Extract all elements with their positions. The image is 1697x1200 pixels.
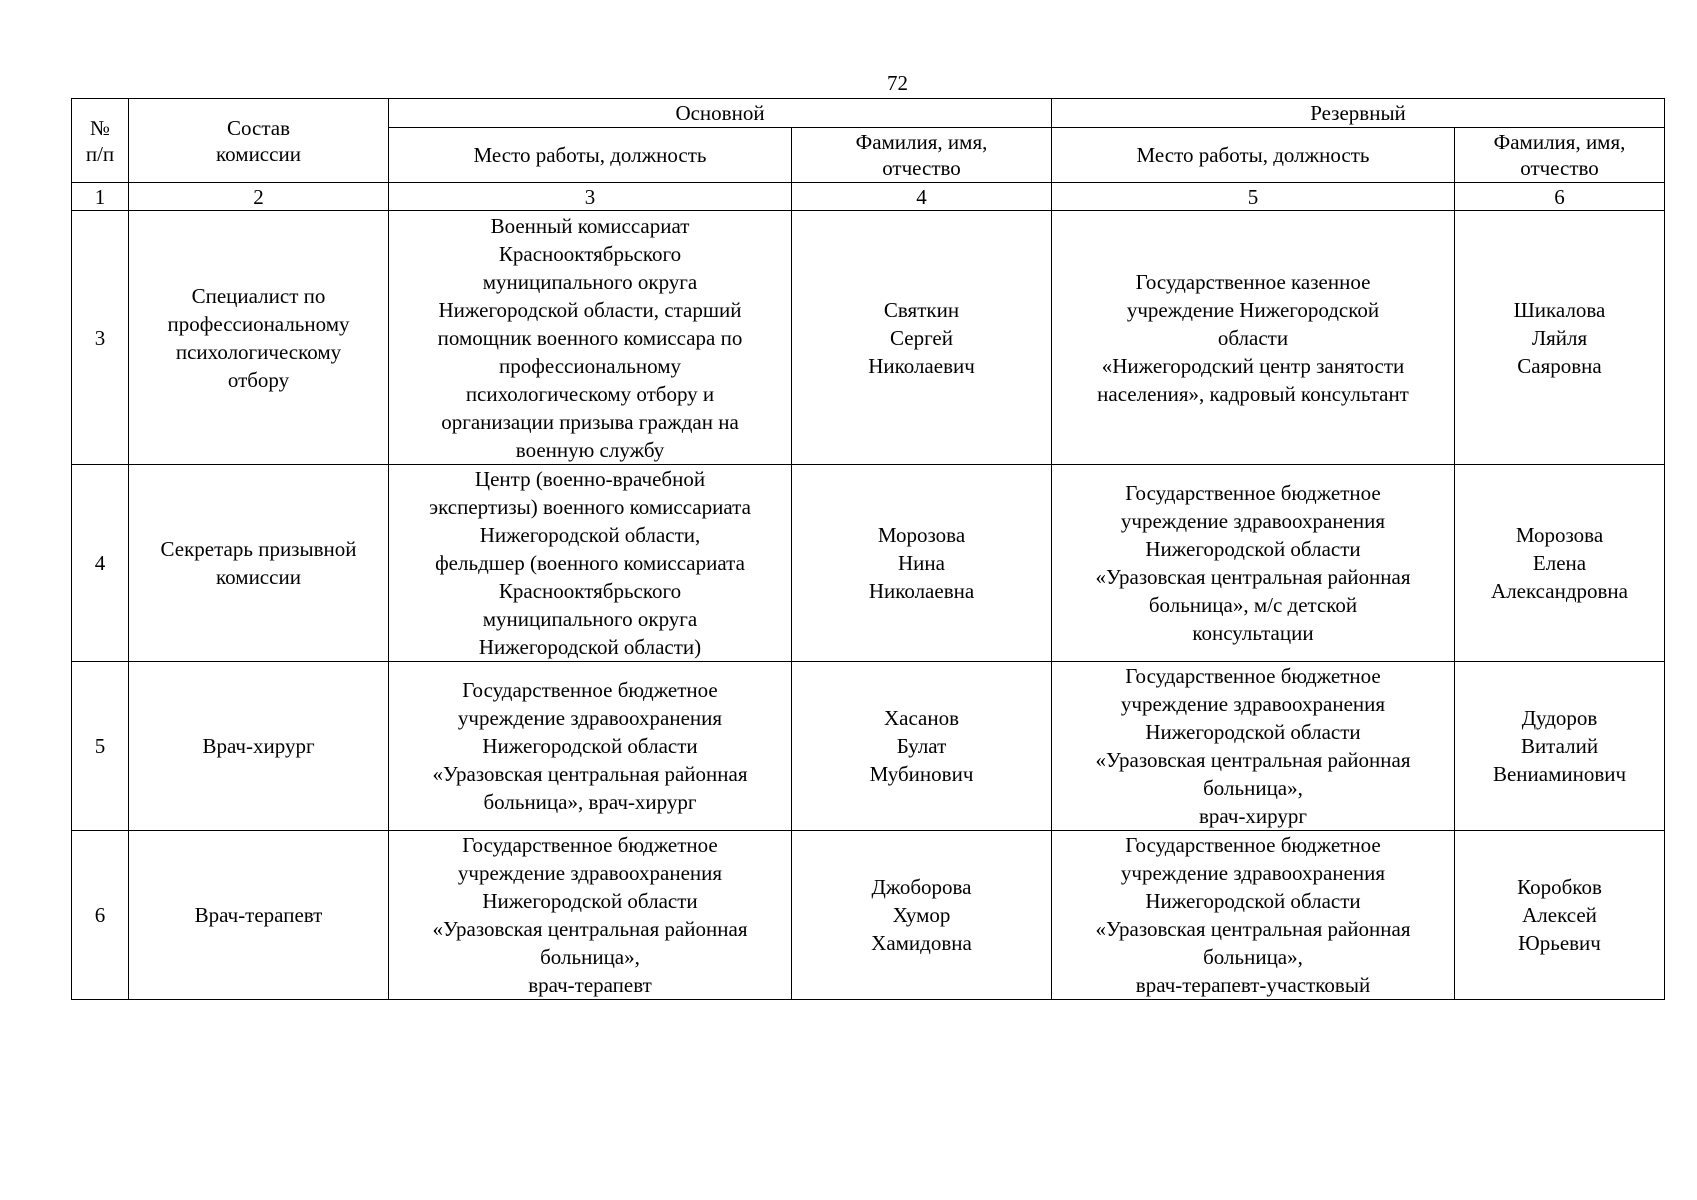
role-cell: Секретарь призывной комиссии	[129, 465, 389, 662]
table-row	[72, 831, 1665, 1000]
header-reserve-fio: Фамилия, имя, отчество	[1455, 128, 1665, 183]
reserve-workplace-cell: Государственное бюджетное учреждение здравоохранения Нижегородской области «Уразовская центральная районная больница», м/с детской консультации	[1052, 465, 1455, 662]
column-number: 3	[389, 183, 792, 211]
main-workplace-cell: Военный комиссариат Краснооктябрьского муниципального округа Нижегородской области, старший помощник военного комиссара по профессиональному психологическому отбору и организации призыва граждан на военную службу	[389, 211, 792, 465]
commission-table	[71, 98, 1665, 1000]
column-number: 2	[129, 183, 389, 211]
main-workplace-cell: Государственное бюджетное учреждение здравоохранения Нижегородской области «Уразовская центральная районная больница», врач-терапевт	[389, 831, 792, 1000]
table-row	[72, 662, 1665, 831]
header-row-1	[72, 99, 1665, 128]
row-number: 4	[72, 465, 129, 662]
header-reserve: Резервный	[1052, 99, 1665, 128]
row-number: 5	[72, 662, 129, 831]
column-number: 4	[792, 183, 1052, 211]
role-cell: Специалист по профессиональному психологическому отбору	[129, 211, 389, 465]
header-number: № п/п	[72, 99, 129, 183]
column-number: 1	[72, 183, 129, 211]
header-main-fio: Фамилия, имя, отчество	[792, 128, 1052, 183]
table-row	[72, 211, 1665, 465]
header-composition: Состав комиссии	[129, 99, 389, 183]
main-fio-cell: Морозова Нина Николаевна	[792, 465, 1052, 662]
reserve-workplace-cell: Государственное казенное учреждение Нижегородской области «Нижегородский центр занятости населения», кадровый консультант	[1052, 211, 1455, 465]
header-main: Основной	[389, 99, 1052, 128]
main-fio-cell: Святкин Сергей Николаевич	[792, 211, 1052, 465]
row-number: 6	[72, 831, 129, 1000]
reserve-workplace-cell: Государственное бюджетное учреждение здравоохранения Нижегородской области «Уразовская центральная районная больница», врач-терапевт-участковый	[1052, 831, 1455, 1000]
reserve-fio-cell: Дудоров Виталий Вениаминович	[1455, 662, 1665, 831]
main-workplace-cell: Государственное бюджетное учреждение здравоохранения Нижегородской области «Уразовская центральная районная больница», врач-хирург	[389, 662, 792, 831]
reserve-workplace-cell: Государственное бюджетное учреждение здравоохранения Нижегородской области «Уразовская центральная районная больница», врач-хирург	[1052, 662, 1455, 831]
reserve-fio-cell: Коробков Алексей Юрьевич	[1455, 831, 1665, 1000]
main-workplace-cell: Центр (военно-врачебной экспертизы) военного комиссариата Нижегородской области, фельдшер (военного комиссариата Краснооктябрьского муниципального округа Нижегородской области)	[389, 465, 792, 662]
column-number: 5	[1052, 183, 1455, 211]
header-reserve-workplace: Место работы, должность	[1052, 128, 1455, 183]
main-fio-cell: Хасанов Булат Мубинович	[792, 662, 1052, 831]
table-row	[72, 465, 1665, 662]
reserve-fio-cell: Морозова Елена Александровна	[1455, 465, 1665, 662]
column-number-row	[72, 183, 1665, 211]
row-number: 3	[72, 211, 129, 465]
header-main-workplace: Место работы, должность	[389, 128, 792, 183]
reserve-fio-cell: Шикалова Ляйля Саяровна	[1455, 211, 1665, 465]
main-fio-cell: Джоборова Хумор Хамидовна	[792, 831, 1052, 1000]
page-number: 72	[887, 71, 908, 95]
role-cell: Врач-хирург	[129, 662, 389, 831]
column-number: 6	[1455, 183, 1665, 211]
role-cell: Врач-терапевт	[129, 831, 389, 1000]
